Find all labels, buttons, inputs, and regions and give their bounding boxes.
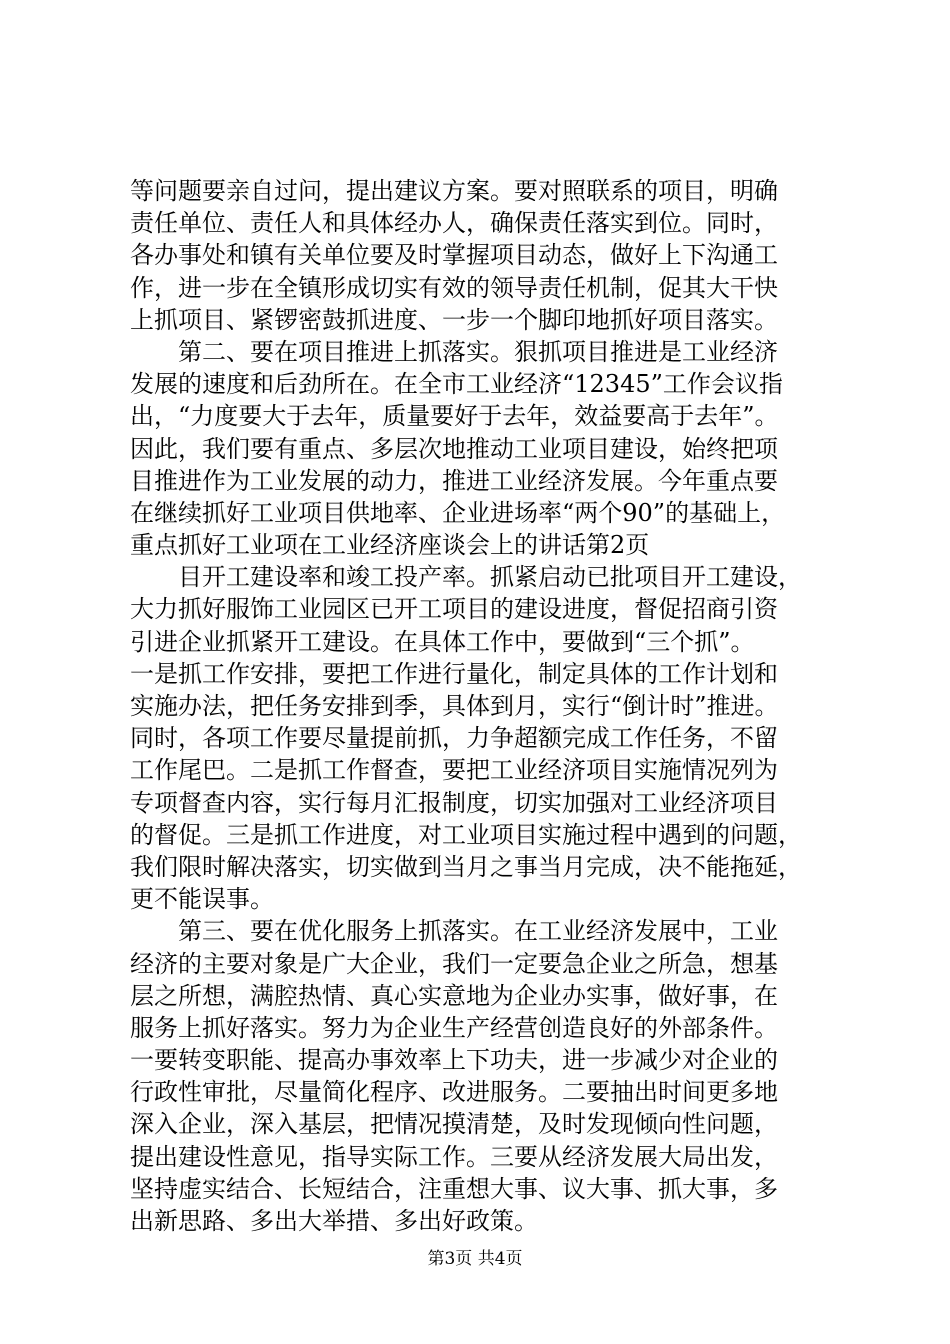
text-line: 上抓项目、紧锣密鼓抓进度、一步一个脚印地抓好项目落实。 [130,305,778,334]
text-line: 各办事处和镇有关单位要及时掌握项目动态，做好上下沟通工 [130,241,778,270]
text-line: 层之所想，满腔热情、真心实意地为企业办实事，做好事，在 [130,981,778,1010]
text-line: 我们限时解决落实，切实做到当月之事当月完成，决不能拖延， [130,852,802,881]
text-line: 责任单位、责任人和具体经办人，确保责任落实到位。同时， [130,209,778,238]
text-line: 专项督查内容，实行每月汇报制度，切实加强对工业经济项目 [130,788,778,817]
text-line: 一是抓工作安排，要把工作进行量化，制定具体的工作计划和 [130,659,778,688]
text-line: 工作尾巴。二是抓工作督查，要把工业经济项目实施情况列为 [130,756,778,785]
text-line: 重点抓好工业项在工业经济座谈会上的讲话第2页 [130,531,650,560]
text-line: 提出建设性意见，指导实际工作。三要从经济发展大局出发， [130,1142,778,1171]
text-line: 实施办法，把任务安排到季，具体到月，实行“倒计时”推进。 [130,692,779,720]
text-line: 一要转变职能、提高办事效率上下功夫，进一步减少对企业的 [130,1046,778,1075]
text-line: 等问题要亲自过问，提出建议方案。要对照联系的项目，明确 [130,177,778,205]
page-footer: 第3页 共4页 [427,1249,523,1269]
text-line: 作，进一步在全镇形成切实有效的领导责任机制，促其大干快 [130,273,778,302]
text-line: 第三、要在优化服务上抓落实。在工业经济发展中，工业 [178,917,778,946]
text-line: 的督促。三是抓工作进度，对工业项目实施过程中遇到的问题， [130,820,802,849]
text-line: 出，“力度要大于去年，质量要好于去年，效益要高于去年”。 [130,402,779,431]
text-line: 目开工建设率和竣工投产率。抓紧启动已批项目开工建设， [178,563,802,592]
text-line: 目推进作为工业发展的动力，推进工业经济发展。今年重点要 [130,466,778,495]
text-line: 在继续抓好工业项目供地率、企业进场率“两个90”的基础上， [130,498,786,527]
text-line: 引进企业抓紧开工建设。在具体工作中，要做到“三个抓”。 [130,627,755,656]
text-line: 更不能误事。 [130,885,274,914]
text-line: 出新思路、多出大举措、多出好政策。 [130,1207,538,1235]
text-line: 深入企业，深入基层，把情况摸清楚，及时发现倾向性问题， [130,1110,778,1139]
text-line: 坚持虚实结合、长短结合，注重想大事、议大事、抓大事，多 [130,1174,778,1203]
text-line: 服务上抓好落实。努力为企业生产经营创造良好的外部条件。 [130,1013,778,1042]
text-line: 发展的速度和后劲所在。在全市工业经济“12345”工作会议指 [130,370,783,399]
text-line: 行政性审批，尽量简化程序、改进服务。二要抽出时间更多地 [130,1078,778,1107]
text-line: 同时，各项工作要尽量提前抓，力争超额完成工作任务，不留 [130,724,778,753]
text-line: 经济的主要对象是广大企业，我们一定要急企业之所急，想基 [130,949,778,978]
document-body [130,175,850,1237]
text-line: 大力抓好服饰工业园区已开工项目的建设进度，督促招商引资 [130,595,778,624]
text-line: 第二、要在项目推进上抓落实。狠抓项目推进是工业经济 [178,337,778,366]
text-line: 因此，我们要有重点、多层次地推动工业项目建设，始终把项 [130,434,778,463]
